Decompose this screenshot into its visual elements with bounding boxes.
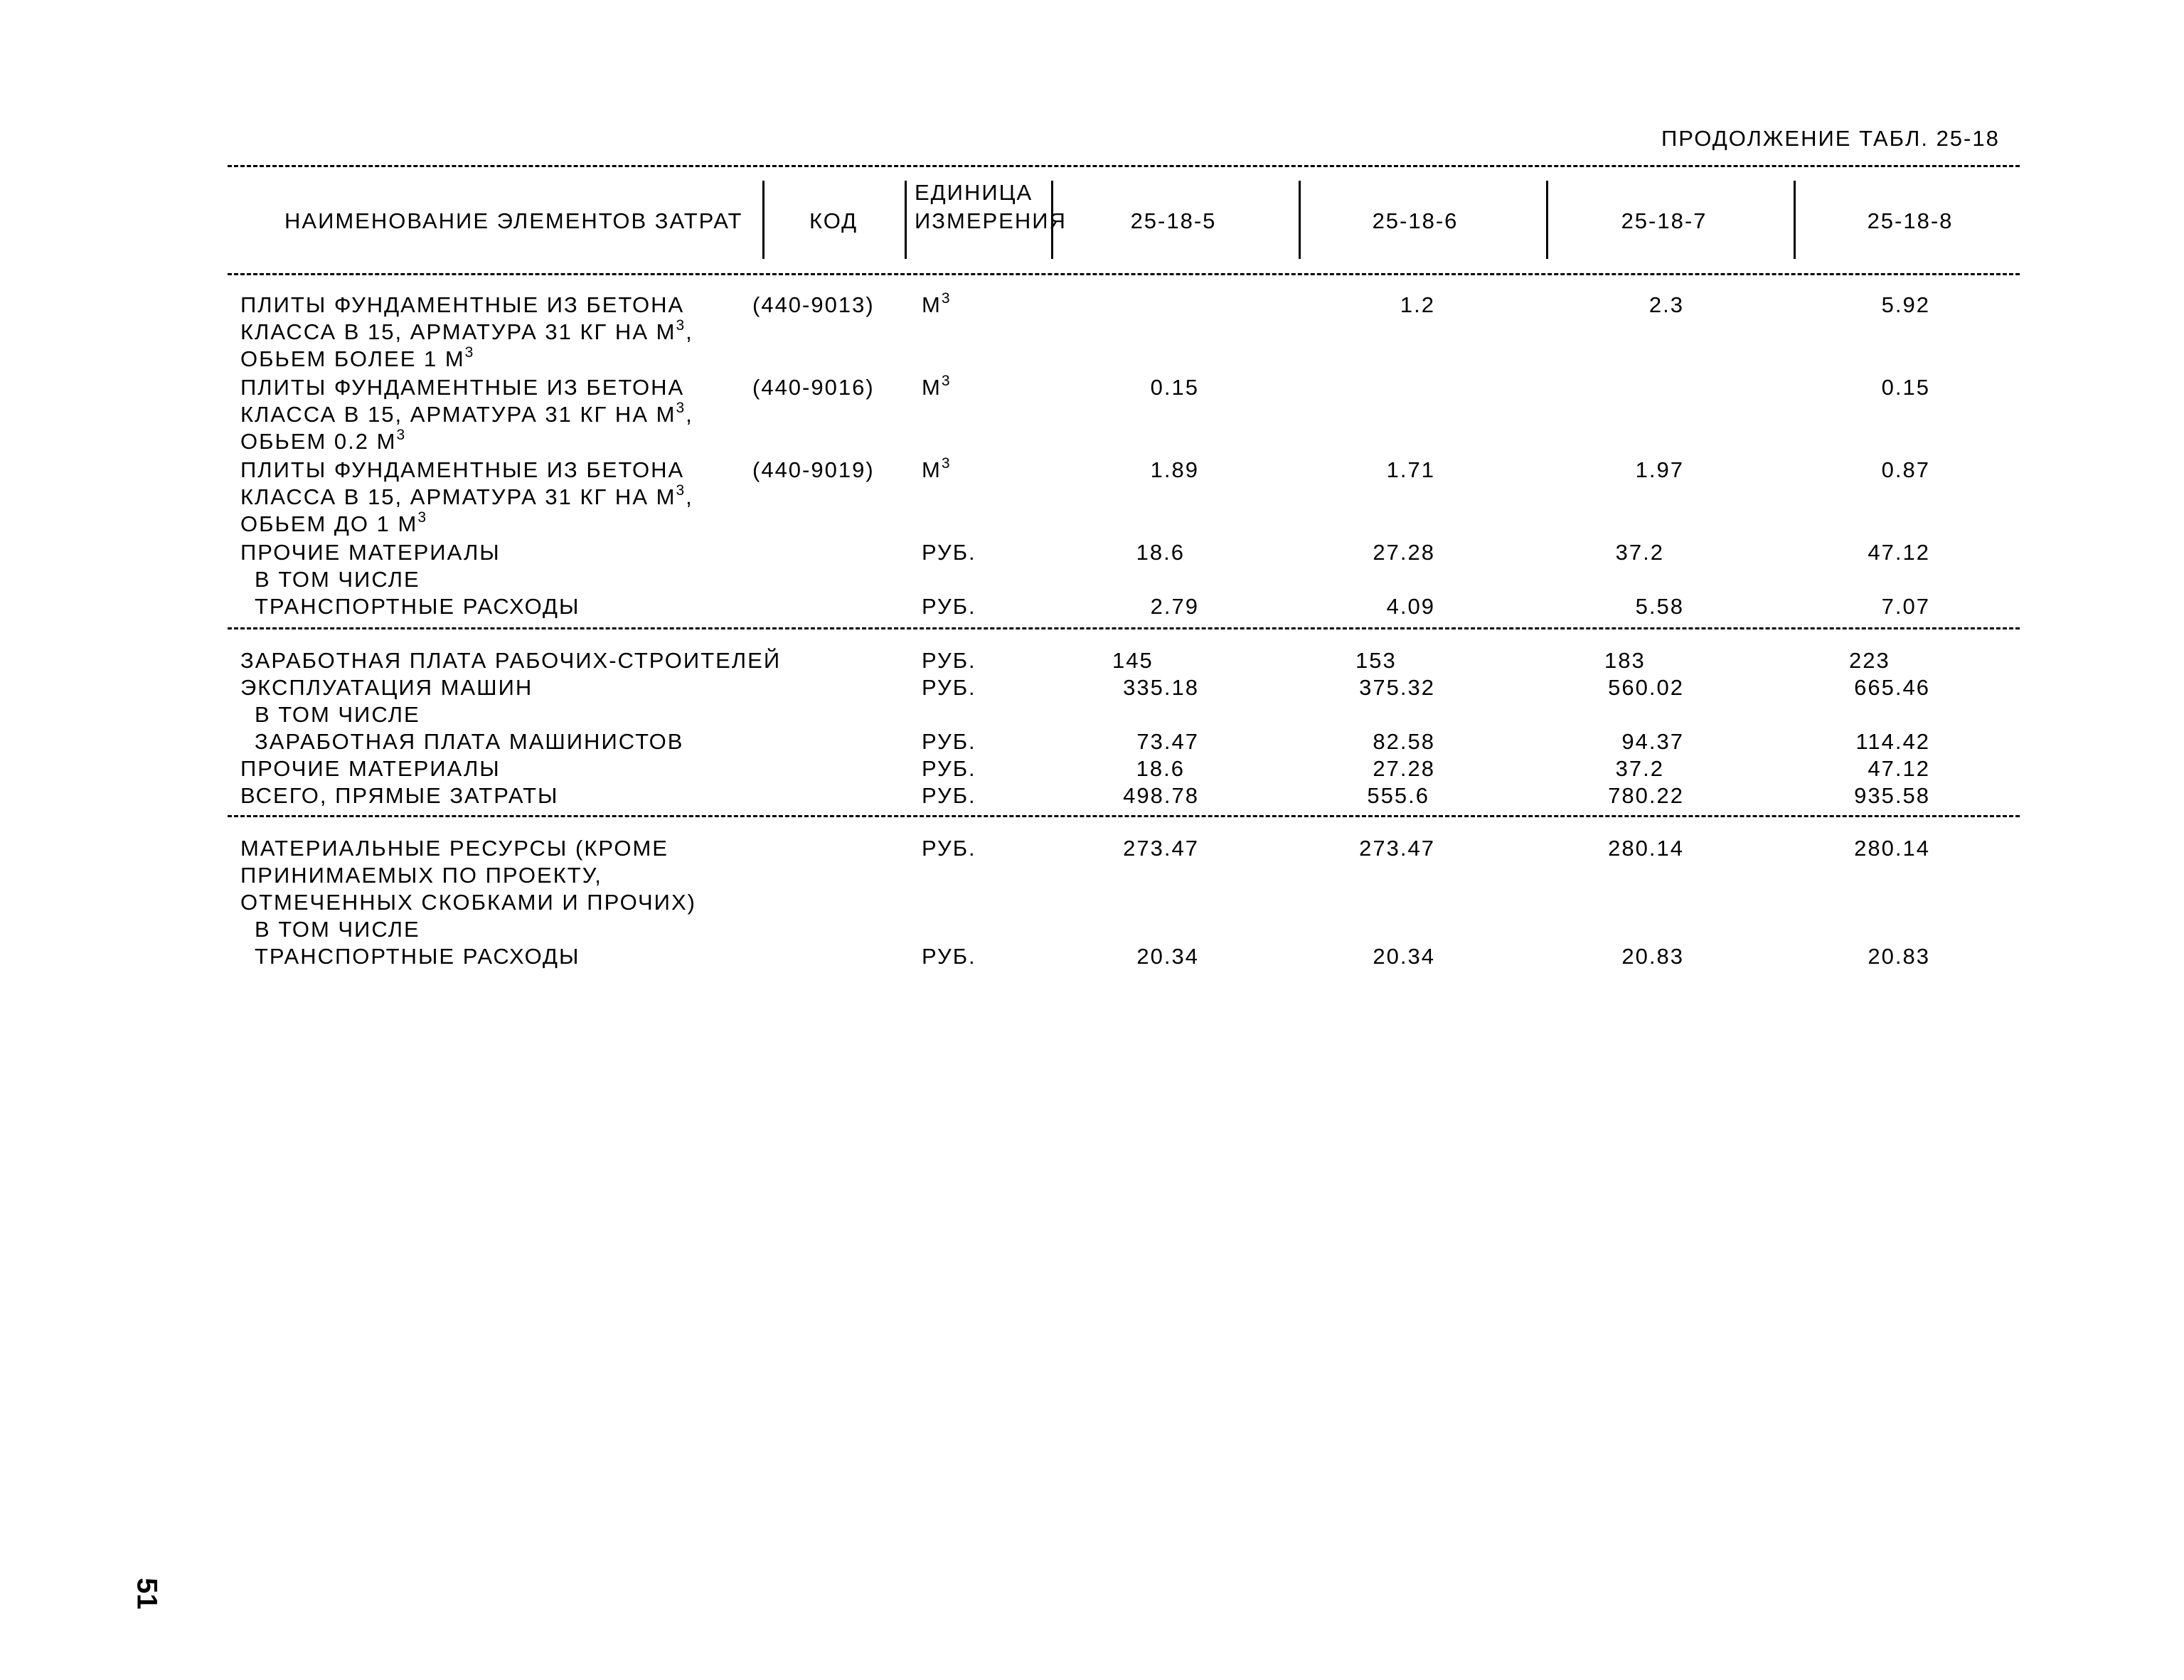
header-name: НАИМЕНОВАНИЕ ЭЛЕМЕНТОВ ЗАТРАТ [284, 208, 743, 233]
row3-unit: $М^3$ [922, 455, 952, 482]
s2-machines-unit: РУБ. [922, 675, 976, 700]
row2-unit: $М^3$ [922, 373, 952, 400]
s2-wages-val-1: 145 [1112, 648, 1154, 673]
s2-other-val-1: 18.6 [1136, 756, 1185, 781]
row1-val-2: 1.2 [1400, 292, 1435, 317]
header-col-1: 25-18-5 [1130, 208, 1217, 233]
s1-transport-name: ТРАНСПОРТНЫЕ РАСХОДЫ [255, 594, 580, 619]
s2-total-unit: РУБ. [922, 783, 976, 808]
row2-name-line2: КЛАССА В 15, АРМАТУРА 31 КГ НА $М^3$, [240, 400, 693, 427]
header-col-4: 25-18-8 [1867, 208, 1954, 233]
s2-incl: В ТОМ ЧИСЛЕ [255, 702, 420, 727]
row2-name-line1: ПЛИТЫ ФУНДАМЕНТНЫЕ ИЗ БЕТОНА [240, 375, 685, 400]
s1-transport-unit: РУБ. [922, 594, 976, 619]
table-caption: ПРОДОЛЖЕНИЕ ТАБЛ. 25-18 [1661, 126, 2000, 151]
s3-res-name-line1: МАТЕРИАЛЬНЫЕ РЕСУРСЫ (КРОМЕ [240, 836, 668, 861]
s1-other-unit: РУБ. [922, 540, 976, 565]
s3-incl: В ТОМ ЧИСЛЕ [255, 917, 420, 942]
s3-transport-val-2: 20.34 [1373, 944, 1435, 969]
s2-wages-name: ЗАРАБОТНАЯ ПЛАТА РАБОЧИХ-СТРОИТЕЛЕЙ [240, 648, 782, 673]
s1-other-val-3: 37.2 [1615, 540, 1664, 565]
row2-val-4: 0.15 [1881, 375, 1930, 400]
row3-val-3: 1.97 [1635, 457, 1684, 482]
s1-transport-val-2: 4.09 [1386, 594, 1435, 619]
s1-other-name: ПРОЧИЕ МАТЕРИАЛЫ [240, 540, 501, 565]
s3-res-unit: РУБ. [922, 836, 976, 861]
s3-res-val-4: 280.14 [1854, 836, 1930, 861]
header-separator [1299, 181, 1301, 259]
divider-section-2 [228, 815, 2020, 817]
s2-operators-val-4: 114.42 [1855, 729, 1930, 754]
row1-name-line2: КЛАССА В 15, АРМАТУРА 31 КГ НА $М^3$, [240, 317, 693, 344]
s3-transport-val-4: 20.83 [1868, 944, 1930, 969]
s2-operators-unit: РУБ. [922, 729, 976, 754]
row3-name-line3: ОБЬЕМ ДО 1 $М^3$ [240, 509, 427, 536]
s2-total-val-2: 555.6 [1367, 783, 1429, 808]
s2-operators-val-3: 94.37 [1621, 729, 1684, 754]
row2-val-1: 0.15 [1150, 375, 1199, 400]
s2-wages-val-4: 223 [1849, 648, 1890, 673]
s2-wages-val-3: 183 [1604, 648, 1646, 673]
header-unit-line1: ЕДИНИЦА [915, 180, 1033, 205]
s2-machines-name: ЭКСПЛУАТАЦИЯ МАШИН [240, 675, 533, 700]
row3-val-1: 1.89 [1150, 457, 1199, 482]
row3-code: (440-9019) [752, 457, 875, 482]
s3-res-val-3: 280.14 [1608, 836, 1684, 861]
s2-machines-val-2: 375.32 [1359, 675, 1435, 700]
s3-transport-unit: РУБ. [922, 944, 976, 969]
s2-operators-val-1: 73.47 [1136, 729, 1199, 754]
row3-val-2: 1.71 [1386, 457, 1435, 482]
row3-name-line2: КЛАССА В 15, АРМАТУРА 31 КГ НА $М^3$, [240, 482, 693, 509]
s2-other-val-4: 47.12 [1868, 756, 1930, 781]
s1-other-val-1: 18.6 [1136, 540, 1185, 565]
s2-operators-name: ЗАРАБОТНАЯ ПЛАТА МАШИНИСТОВ [255, 729, 684, 754]
divider-section-1 [228, 627, 2020, 629]
s3-res-val-1: 273.47 [1123, 836, 1199, 861]
row1-name-line3: ОБЬЕМ БОЛЕЕ 1 $М^3$ [240, 344, 475, 371]
s2-total-name: ВСЕГО, ПРЯМЫЕ ЗАТРАТЫ [240, 783, 559, 808]
row3-name-line1: ПЛИТЫ ФУНДАМЕНТНЫЕ ИЗ БЕТОНА [240, 457, 685, 482]
s3-res-val-2: 273.47 [1359, 836, 1435, 861]
row1-unit: $М^3$ [922, 290, 952, 317]
row1-val-4: 5.92 [1881, 292, 1930, 317]
header-separator [1546, 181, 1548, 259]
s2-total-val-1: 498.78 [1123, 783, 1199, 808]
s1-incl: В ТОМ ЧИСЛЕ [255, 567, 420, 592]
row1-code: (440-9013) [752, 292, 875, 317]
s2-other-unit: РУБ. [922, 756, 976, 781]
header-separator [762, 181, 765, 259]
s2-wages-val-2: 153 [1355, 648, 1397, 673]
s1-transport-val-3: 5.58 [1635, 594, 1684, 619]
header-separator [905, 181, 907, 259]
s1-other-val-2: 27.28 [1373, 540, 1435, 565]
divider-top [228, 165, 2020, 167]
page-number: 51 [131, 1578, 163, 1610]
s2-total-val-3: 780.22 [1608, 783, 1684, 808]
divider-header [228, 273, 2020, 275]
s3-transport-val-3: 20.83 [1621, 944, 1684, 969]
s2-wages-unit: РУБ. [922, 648, 976, 673]
s2-other-val-2: 27.28 [1373, 756, 1435, 781]
row3-val-4: 0.87 [1881, 457, 1930, 482]
row1-val-3: 2.3 [1648, 292, 1684, 317]
s3-res-name-line3: ОТМЕЧЕННЫХ СКОБКАМИ И ПРОЧИХ) [240, 890, 696, 915]
s2-other-name: ПРОЧИЕ МАТЕРИАЛЫ [240, 756, 501, 781]
s2-other-val-3: 37.2 [1615, 756, 1664, 781]
s3-res-name-line2: ПРИНИМАЕМЫХ ПО ПРОЕКТУ, [240, 863, 602, 888]
s2-machines-val-4: 665.46 [1854, 675, 1930, 700]
row2-name-line3: ОБЬЕМ 0.2 $М^3$ [240, 427, 407, 454]
header-code: КОД [809, 208, 858, 233]
s2-operators-val-2: 82.58 [1373, 729, 1435, 754]
s2-machines-val-1: 335.18 [1123, 675, 1199, 700]
s2-machines-val-3: 560.02 [1608, 675, 1684, 700]
header-separator [1794, 181, 1796, 259]
s1-transport-val-4: 7.07 [1881, 594, 1930, 619]
s1-other-val-4: 47.12 [1868, 540, 1930, 565]
s1-transport-val-1: 2.79 [1150, 594, 1199, 619]
s3-transport-name: ТРАНСПОРТНЫЕ РАСХОДЫ [255, 944, 580, 969]
row2-code: (440-9016) [752, 375, 875, 400]
header-col-2: 25-18-6 [1372, 208, 1459, 233]
header-unit-line2: ИЗМЕРЕНИЯ [915, 208, 1067, 233]
row1-name-line1: ПЛИТЫ ФУНДАМЕНТНЫЕ ИЗ БЕТОНА [240, 292, 685, 317]
s2-total-val-4: 935.58 [1854, 783, 1930, 808]
header-col-3: 25-18-7 [1621, 208, 1708, 233]
s3-transport-val-1: 20.34 [1136, 944, 1199, 969]
